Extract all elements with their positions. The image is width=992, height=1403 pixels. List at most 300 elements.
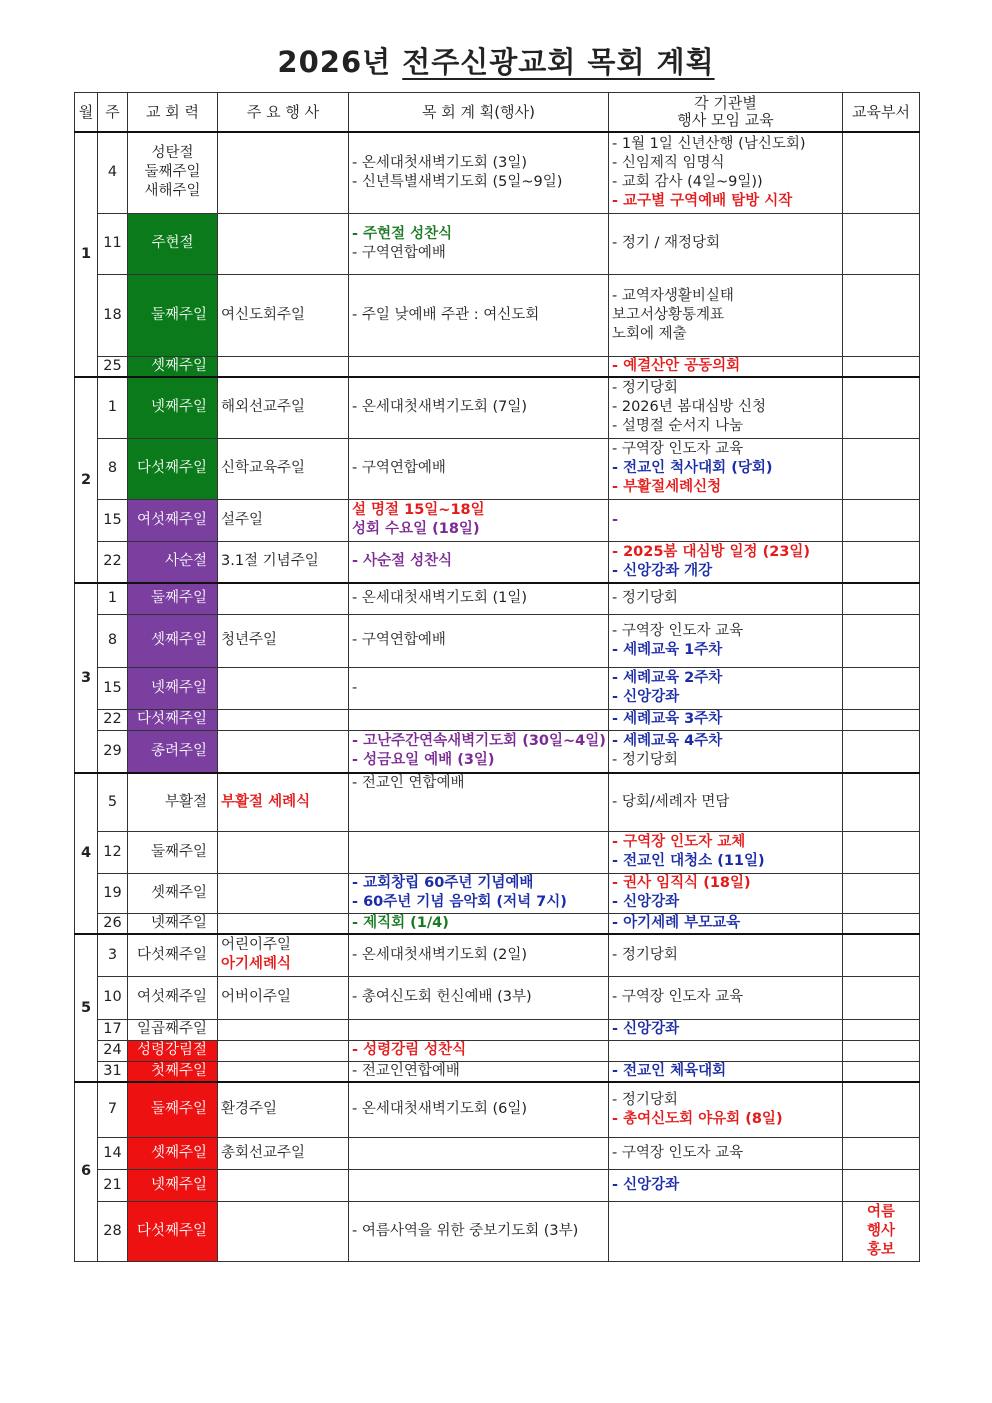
org-events-cell bbox=[609, 873, 843, 913]
cell-line: - 사순절 성찬식 bbox=[352, 553, 453, 570]
pastoral-plan-cell bbox=[349, 873, 609, 913]
cell-line: - 교회창립 60주년 기념예배 bbox=[352, 875, 534, 891]
cell-line: 총회선교주일 bbox=[221, 1144, 306, 1161]
edu-dept-cell bbox=[843, 1082, 920, 1137]
cell-line: 설 명절 15일~18일 bbox=[352, 502, 485, 518]
pastoral-plan-cell bbox=[349, 1019, 609, 1040]
table-row bbox=[75, 976, 920, 1019]
cell-line: - 세례교육 1주차 bbox=[612, 641, 723, 658]
cell-line: 일곱째주일 bbox=[136, 1021, 207, 1037]
pastoral-plan-cell bbox=[349, 356, 609, 377]
pastoral-plan-cell bbox=[349, 1169, 609, 1201]
calendar-cell bbox=[128, 1040, 218, 1061]
org-events-cell bbox=[609, 1137, 843, 1169]
cell-line: 종려주일 bbox=[150, 742, 207, 759]
cell-line: 넷째주일 bbox=[150, 1176, 207, 1193]
cell-line: - 신년특별새벽기도회 (5일~9일) bbox=[352, 173, 563, 190]
cell-line: - 고난주간연속새벽기도회 (30일~4일) bbox=[352, 733, 606, 750]
calendar-cell bbox=[128, 541, 218, 583]
cell-line: 셋째주일 bbox=[150, 884, 207, 901]
cell-line: - 성금요일 예배 (3일) bbox=[352, 752, 495, 769]
events-cell bbox=[218, 667, 349, 709]
month-group bbox=[75, 132, 920, 377]
edu-dept-cell bbox=[843, 1169, 920, 1201]
org-events-cell bbox=[609, 934, 843, 976]
events-cell bbox=[218, 499, 349, 541]
cell-line: - 신앙강좌 bbox=[612, 1021, 680, 1037]
calendar-cell bbox=[128, 213, 218, 274]
pastoral-plan-cell bbox=[349, 499, 609, 541]
cell-line: - 전교인연합예배 bbox=[352, 1062, 460, 1079]
table-row bbox=[75, 1201, 920, 1261]
pastoral-plan-cell bbox=[349, 1061, 609, 1082]
events-cell bbox=[218, 541, 349, 583]
events-cell bbox=[218, 976, 349, 1019]
calendar-cell bbox=[128, 1061, 218, 1082]
header-calendar: 교 회 력 bbox=[128, 93, 218, 133]
cell-line: 둘째주일 bbox=[150, 590, 207, 607]
cell-line: - 설명절 순서지 나눔 bbox=[612, 418, 744, 435]
calendar-cell bbox=[128, 377, 218, 438]
header-row bbox=[75, 93, 920, 133]
cell-line: - 정기당회 bbox=[612, 946, 678, 963]
week-cell: 5 bbox=[98, 773, 128, 831]
header-month: 월 bbox=[75, 93, 98, 133]
edu-dept-cell bbox=[843, 1040, 920, 1061]
header-orgs-line2: 행사 모임 교육 bbox=[677, 111, 774, 129]
events-cell bbox=[218, 1169, 349, 1201]
org-events-cell bbox=[609, 1061, 843, 1082]
cell-line: - 구역연합예배 bbox=[352, 244, 446, 261]
cell-line: 다섯째주일 bbox=[136, 711, 207, 727]
header-events: 주 요 행 사 bbox=[218, 93, 349, 133]
cell-line: 여신도회주일 bbox=[221, 306, 306, 323]
cell-line: 해외선교주일 bbox=[221, 399, 306, 416]
cell-line: - 전교인 체육대회 bbox=[612, 1062, 727, 1079]
org-events-cell bbox=[609, 541, 843, 583]
week-cell: 3 bbox=[98, 934, 128, 976]
table-row bbox=[75, 499, 920, 541]
cell-line: 아기세례식 bbox=[221, 956, 292, 973]
calendar-cell bbox=[128, 1169, 218, 1201]
edu-dept-cell bbox=[843, 132, 920, 213]
pastoral-plan-cell bbox=[349, 132, 609, 213]
events-cell bbox=[218, 614, 349, 667]
cell-line: - 부활절세례신청 bbox=[612, 479, 722, 495]
pastoral-plan-cell bbox=[349, 1082, 609, 1137]
cell-line: - 권사 임직식 (18일) bbox=[612, 875, 751, 891]
org-events-cell bbox=[609, 1082, 843, 1137]
cell-line: - 교회 감사 (4일~9일)) bbox=[612, 173, 763, 190]
week-cell: 22 bbox=[98, 541, 128, 583]
cell-line: - 구역연합예배 bbox=[352, 632, 446, 648]
week-cell: 7 bbox=[98, 1082, 128, 1137]
month-cell: 1 bbox=[75, 132, 98, 377]
table-row bbox=[75, 709, 920, 730]
events-cell bbox=[218, 709, 349, 730]
edu-dept-cell bbox=[843, 499, 920, 541]
week-cell: 14 bbox=[98, 1137, 128, 1169]
week-cell: 12 bbox=[98, 831, 128, 873]
events-cell bbox=[218, 356, 349, 377]
pastoral-plan-cell bbox=[349, 614, 609, 667]
events-cell bbox=[218, 274, 349, 356]
week-cell: 19 bbox=[98, 873, 128, 913]
events-cell bbox=[218, 831, 349, 873]
cell-line: 둘째주일 bbox=[144, 164, 201, 181]
cell-line: - 2025봄 대심방 일정 (23일) bbox=[612, 543, 811, 560]
cell-line: - bbox=[612, 511, 619, 528]
table-row bbox=[75, 730, 920, 773]
events-cell bbox=[218, 438, 349, 499]
pastoral-plan-cell bbox=[349, 438, 609, 499]
schedule-table bbox=[74, 92, 920, 1262]
events-cell bbox=[218, 873, 349, 913]
edu-dept-cell bbox=[843, 583, 920, 614]
month-cell: 6 bbox=[75, 1082, 98, 1261]
pastoral-plan-cell bbox=[349, 730, 609, 773]
cell-line: - 2026년 봄대심방 신청 bbox=[612, 399, 767, 416]
cell-line: - 세례교육 4주차 bbox=[612, 733, 723, 750]
org-events-cell bbox=[609, 356, 843, 377]
cell-line: - 총여신도회 야유회 (8일) bbox=[612, 1110, 783, 1127]
cell-line: - 전교인 척사대회 (당회) bbox=[612, 460, 773, 476]
week-cell: 1 bbox=[98, 377, 128, 438]
cell-line: 환경주일 bbox=[221, 1101, 278, 1118]
edu-dept-cell bbox=[843, 976, 920, 1019]
cell-line: - 예결산안 공동의회 bbox=[612, 357, 741, 374]
cell-line: - 정기당회 bbox=[612, 1091, 678, 1108]
calendar-cell bbox=[128, 583, 218, 614]
org-events-cell bbox=[609, 274, 843, 356]
calendar-cell bbox=[128, 274, 218, 356]
events-cell bbox=[218, 934, 349, 976]
cell-line: - 당회/세례자 면담 bbox=[612, 793, 730, 810]
calendar-cell bbox=[128, 667, 218, 709]
header-week: 주 bbox=[98, 93, 128, 133]
events-cell bbox=[218, 1019, 349, 1040]
edu-dept-cell bbox=[843, 1137, 920, 1169]
cell-line: 사순절 bbox=[164, 553, 207, 570]
calendar-cell bbox=[128, 831, 218, 873]
calendar-cell bbox=[128, 499, 218, 541]
calendar-cell bbox=[128, 1137, 218, 1169]
pastoral-plan-cell bbox=[349, 913, 609, 934]
table-row bbox=[75, 934, 920, 976]
week-cell: 29 bbox=[98, 730, 128, 773]
cell-line: - 세례교육 2주차 bbox=[612, 670, 723, 686]
edu-dept-cell bbox=[843, 274, 920, 356]
pastoral-plan-cell bbox=[349, 1137, 609, 1169]
edu-dept-cell bbox=[843, 667, 920, 709]
cell-line: 설주일 bbox=[221, 511, 264, 528]
cell-line: - 교구별 구역예배 탐방 시작 bbox=[612, 192, 793, 209]
edu-dept-cell bbox=[843, 377, 920, 438]
cell-line: - 성령강림 성찬식 bbox=[352, 1042, 467, 1058]
week-cell: 4 bbox=[98, 132, 128, 213]
table-row bbox=[75, 356, 920, 377]
cell-line: 어버이주일 bbox=[221, 989, 292, 1005]
cell-line: - 온세대첫새벽기도회 (3일) bbox=[352, 154, 528, 171]
month-group bbox=[75, 1082, 920, 1261]
table-row bbox=[75, 583, 920, 614]
title-name: 전주신광교회 목회 계획 bbox=[402, 45, 715, 79]
calendar-cell bbox=[128, 934, 218, 976]
org-events-cell bbox=[609, 614, 843, 667]
cell-line: - 온세대첫새벽기도회 (7일) bbox=[352, 399, 528, 416]
calendar-cell bbox=[128, 438, 218, 499]
cell-line: - 온세대첫새벽기도회 (6일) bbox=[352, 1101, 528, 1118]
org-events-cell bbox=[609, 730, 843, 773]
cell-line: - 온세대첫새벽기도회 (1일) bbox=[352, 590, 528, 607]
header-orgs-line1: 각 기관별 bbox=[694, 94, 757, 112]
week-cell: 25 bbox=[98, 356, 128, 377]
table-row bbox=[75, 614, 920, 667]
table-row bbox=[75, 1061, 920, 1082]
month-group bbox=[75, 934, 920, 1082]
cell-line: 여섯째주일 bbox=[136, 511, 207, 528]
cell-line: 넷째주일 bbox=[150, 679, 207, 696]
cell-line: 넷째주일 bbox=[150, 399, 207, 416]
pastoral-plan-cell bbox=[349, 831, 609, 873]
cell-line: 다섯째주일 bbox=[136, 946, 207, 963]
pastoral-plan-cell bbox=[349, 667, 609, 709]
table-row bbox=[75, 1019, 920, 1040]
cell-line: 셋째주일 bbox=[150, 632, 207, 648]
cell-line: 성령강림절 bbox=[136, 1042, 207, 1058]
cell-line: - 신앙강좌 bbox=[612, 689, 680, 705]
table-row bbox=[75, 1137, 920, 1169]
org-events-cell bbox=[609, 667, 843, 709]
calendar-cell bbox=[128, 356, 218, 377]
events-cell bbox=[218, 132, 349, 213]
cell-line: - 주현절 성찬식 bbox=[352, 225, 453, 242]
calendar-cell bbox=[128, 730, 218, 773]
calendar-cell bbox=[128, 913, 218, 934]
cell-line: 성회 수요일 (18일) bbox=[352, 521, 480, 537]
edu-dept-cell bbox=[843, 356, 920, 377]
cell-line: - 60주년 기념 음악회 (저녁 7시) bbox=[352, 894, 567, 910]
cell-line: - 신임제직 임명식 bbox=[612, 154, 725, 171]
cell-line: - 정기당회 bbox=[612, 380, 678, 397]
table-row bbox=[75, 274, 920, 356]
table-row bbox=[75, 1169, 920, 1201]
org-events-cell bbox=[609, 1019, 843, 1040]
cell-line: - 정기 / 재정당회 bbox=[612, 235, 720, 251]
org-events-cell bbox=[609, 773, 843, 831]
cell-line: - 구역연합예배 bbox=[352, 460, 446, 476]
table-row bbox=[75, 377, 920, 438]
cell-line: - 정기당회 bbox=[612, 590, 678, 607]
edu-dept-cell bbox=[843, 709, 920, 730]
week-cell: 28 bbox=[98, 1201, 128, 1261]
page-title bbox=[0, 40, 992, 81]
week-cell: 24 bbox=[98, 1040, 128, 1061]
cell-line: - bbox=[352, 679, 358, 696]
table-row bbox=[75, 541, 920, 583]
calendar-cell bbox=[128, 709, 218, 730]
edu-dept-cell bbox=[843, 1019, 920, 1040]
cell-line: - 신앙강좌 bbox=[612, 1176, 680, 1193]
cell-line: - 구역장 인도자 교육 bbox=[612, 441, 744, 457]
edu-dept-cell bbox=[843, 438, 920, 499]
edu-dept-cell bbox=[843, 1201, 920, 1261]
cell-line: 셋째주일 bbox=[150, 357, 207, 374]
org-events-cell bbox=[609, 132, 843, 213]
calendar-cell bbox=[128, 132, 218, 213]
month-group bbox=[75, 377, 920, 583]
cell-line: 보고서상황통계표 bbox=[612, 306, 725, 323]
pastoral-plan-cell bbox=[349, 976, 609, 1019]
events-cell bbox=[218, 1137, 349, 1169]
table-row bbox=[75, 1040, 920, 1061]
edu-dept-cell bbox=[843, 773, 920, 831]
cell-line: - 구역장 인도자 교체 bbox=[612, 834, 746, 850]
week-cell: 8 bbox=[98, 438, 128, 499]
cell-line: - 여름사역을 위한 중보기도회 (3부) bbox=[352, 1222, 579, 1239]
week-cell: 11 bbox=[98, 213, 128, 274]
edu-dept-cell bbox=[843, 934, 920, 976]
events-cell bbox=[218, 1040, 349, 1061]
events-cell bbox=[218, 773, 349, 831]
cell-line: 주현절 bbox=[151, 235, 194, 251]
cell-line: 다섯째주일 bbox=[136, 460, 207, 476]
calendar-cell bbox=[128, 1201, 218, 1261]
cell-line: - 1월 1일 신년산행 (남신도회) bbox=[612, 135, 806, 152]
pastoral-plan-cell bbox=[349, 213, 609, 274]
cell-line: - 구역장 인도자 교육 bbox=[612, 622, 744, 639]
calendar-cell bbox=[128, 773, 218, 831]
header-pastoral: 목 회 계 획(행사) bbox=[349, 93, 609, 133]
calendar-cell bbox=[128, 873, 218, 913]
table-row bbox=[75, 873, 920, 913]
pastoral-plan-cell bbox=[349, 773, 609, 831]
pastoral-plan-cell bbox=[349, 377, 609, 438]
table-row bbox=[75, 913, 920, 934]
cell-line: - 구역장 인도자 교육 bbox=[612, 989, 744, 1005]
edu-dept-cell bbox=[843, 614, 920, 667]
org-events-cell bbox=[609, 709, 843, 730]
month-group bbox=[75, 773, 920, 934]
week-cell: 10 bbox=[98, 976, 128, 1019]
cell-line: - 신앙강좌 개강 bbox=[612, 562, 713, 579]
week-cell: 22 bbox=[98, 709, 128, 730]
calendar-cell bbox=[128, 976, 218, 1019]
cell-line: - 총여신도회 헌신예배 (3부) bbox=[352, 989, 532, 1005]
month-cell: 4 bbox=[75, 773, 98, 934]
month-cell: 2 bbox=[75, 377, 98, 583]
org-events-cell bbox=[609, 377, 843, 438]
pastoral-plan-cell bbox=[349, 709, 609, 730]
events-cell bbox=[218, 913, 349, 934]
cell-line: 노회에 제출 bbox=[612, 325, 687, 342]
cell-line: 둘째주일 bbox=[150, 843, 207, 860]
pastoral-plan-cell bbox=[349, 934, 609, 976]
month-group bbox=[75, 583, 920, 773]
edu-dept-cell bbox=[843, 913, 920, 934]
week-cell: 18 bbox=[98, 274, 128, 356]
cell-line: 청년주일 bbox=[221, 632, 278, 648]
week-cell: 31 bbox=[98, 1061, 128, 1082]
events-cell bbox=[218, 1082, 349, 1137]
week-cell: 8 bbox=[98, 614, 128, 667]
cell-line: 다섯째주일 bbox=[136, 1222, 207, 1239]
org-events-cell bbox=[609, 976, 843, 1019]
edu-dept-cell bbox=[843, 1061, 920, 1082]
week-cell: 17 bbox=[98, 1019, 128, 1040]
events-cell bbox=[218, 1061, 349, 1082]
table-row bbox=[75, 831, 920, 873]
edu-dept-cell bbox=[843, 541, 920, 583]
cell-line: 셋째주일 bbox=[150, 1144, 207, 1161]
table-row bbox=[75, 773, 920, 831]
cell-line: 홍보 bbox=[866, 1241, 895, 1258]
title-year: 2026년 bbox=[277, 45, 392, 79]
week-cell: 15 bbox=[98, 667, 128, 709]
cell-line: 둘째주일 bbox=[150, 306, 207, 323]
table-row bbox=[75, 132, 920, 213]
cell-line: - 아기세례 부모교육 bbox=[612, 914, 741, 931]
cell-line: - 전교인 대청소 (11일) bbox=[612, 853, 765, 869]
pastoral-plan-cell bbox=[349, 1040, 609, 1061]
cell-line: - 제직회 (1/4) bbox=[352, 914, 449, 931]
org-events-cell bbox=[609, 831, 843, 873]
week-cell: 26 bbox=[98, 913, 128, 934]
org-events-cell bbox=[609, 499, 843, 541]
cell-line: 3.1절 기념주일 bbox=[221, 553, 319, 570]
cell-line: - 온세대첫새벽기도회 (2일) bbox=[352, 946, 528, 963]
pastoral-plan-cell bbox=[349, 541, 609, 583]
cell-line: 성탄절 bbox=[151, 145, 194, 162]
cell-line: - 전교인 연합예배 bbox=[352, 775, 465, 791]
table-row bbox=[75, 667, 920, 709]
cell-line: - 신앙강좌 bbox=[612, 894, 680, 910]
edu-dept-cell bbox=[843, 873, 920, 913]
org-events-cell bbox=[609, 913, 843, 934]
week-cell: 21 bbox=[98, 1169, 128, 1201]
pastoral-plan-cell bbox=[349, 274, 609, 356]
cell-line: 첫째주일 bbox=[150, 1062, 207, 1079]
week-cell: 1 bbox=[98, 583, 128, 614]
cell-line: 둘째주일 bbox=[150, 1101, 207, 1118]
events-cell bbox=[218, 213, 349, 274]
org-events-cell bbox=[609, 1201, 843, 1261]
org-events-cell bbox=[609, 583, 843, 614]
pastoral-plan-cell bbox=[349, 583, 609, 614]
cell-line: - 주일 낮예배 주관 : 여신도회 bbox=[352, 306, 540, 323]
week-cell: 15 bbox=[98, 499, 128, 541]
edu-dept-cell bbox=[843, 730, 920, 773]
month-cell: 5 bbox=[75, 934, 98, 1082]
cell-line: - 정기당회 bbox=[612, 752, 678, 769]
cell-line: 새해주일 bbox=[144, 183, 201, 200]
cell-line: 부활절 세례식 bbox=[221, 793, 311, 810]
header-edu: 교육부서 bbox=[843, 93, 920, 133]
cell-line: - 교역자생활비실태 bbox=[612, 287, 734, 304]
cell-line: 어린이주일 bbox=[221, 937, 292, 954]
events-cell bbox=[218, 583, 349, 614]
cell-line: - 세례교육 3주차 bbox=[612, 711, 723, 727]
cell-line: 넷째주일 bbox=[150, 914, 207, 931]
calendar-cell bbox=[128, 1082, 218, 1137]
cell-line: 여섯째주일 bbox=[136, 989, 207, 1005]
edu-dept-cell bbox=[843, 213, 920, 274]
cell-line: 신학교육주일 bbox=[221, 460, 306, 476]
events-cell bbox=[218, 730, 349, 773]
org-events-cell bbox=[609, 1040, 843, 1061]
calendar-cell bbox=[128, 614, 218, 667]
cell-line: 여름 bbox=[866, 1203, 895, 1220]
